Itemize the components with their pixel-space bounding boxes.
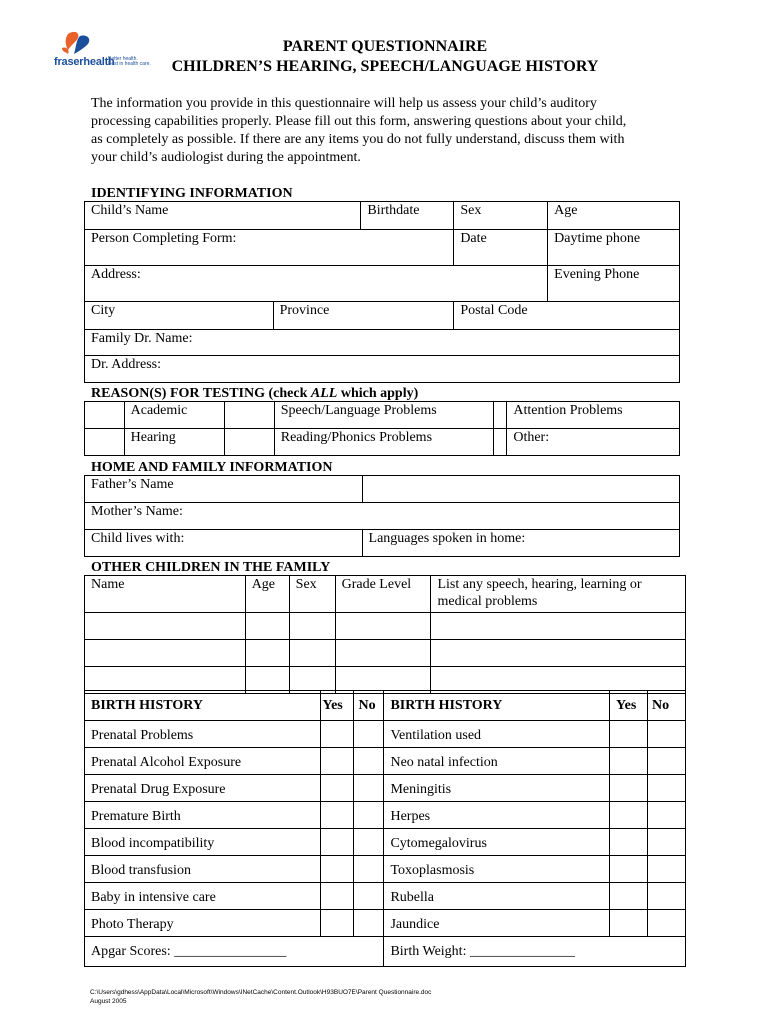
no-checkbox[interactable] [354, 883, 384, 910]
birthdate-field[interactable]: Birthdate [361, 202, 454, 230]
fathers-name-field[interactable] [362, 476, 679, 503]
intro-paragraph: The information you provide in this questionnaire will help us assess your child’s auditory processing capabilities properly. Please fill out this form, answering questions about your child, as completely as possible. If there are any items you do not fully understand, discuss them with your child’s audiologist during the appointment. [91, 96, 627, 165]
no-checkbox[interactable] [648, 721, 686, 748]
home-heading: HOME AND FAMILY INFORMATION [91, 460, 333, 475]
yes-checkbox[interactable] [320, 748, 354, 775]
child-sex-cell[interactable] [289, 613, 335, 640]
reading-phonics-checkbox[interactable] [225, 429, 275, 456]
child-problems-cell[interactable] [431, 640, 686, 667]
table-row [85, 721, 686, 748]
province-field[interactable]: Province [273, 302, 454, 330]
birth-item-label: Baby in intensive care [85, 883, 321, 910]
dr-address-field[interactable]: Dr. Address: [85, 356, 680, 383]
yes-checkbox[interactable] [610, 775, 648, 802]
city-field[interactable]: City [85, 302, 274, 330]
no-column-header: No [354, 691, 384, 721]
date-field[interactable]: Date [454, 230, 548, 266]
yes-checkbox[interactable] [320, 829, 354, 856]
hearing-checkbox[interactable] [85, 429, 125, 456]
no-column-header: No [648, 691, 686, 721]
yes-checkbox[interactable] [610, 856, 648, 883]
no-checkbox[interactable] [354, 775, 384, 802]
page-subtitle: CHILDREN’S HEARING, SPEECH/LANGUAGE HISTORY [171, 58, 599, 75]
birth-item-label: Prenatal Drug Exposure [85, 775, 321, 802]
table-row [85, 613, 686, 640]
table-row [85, 640, 686, 667]
birth-history-heading-left: BIRTH HISTORY [85, 691, 321, 721]
birth-item-label: Meningitis [384, 775, 610, 802]
birth-item-label: Photo Therapy [85, 910, 321, 937]
childs-name-field[interactable]: Child’s Name [85, 202, 361, 230]
no-checkbox[interactable] [648, 775, 686, 802]
child-age-cell[interactable] [245, 613, 289, 640]
birth-item-label: Ventilation used [384, 721, 610, 748]
birth-item-label: Premature Birth [85, 802, 321, 829]
table-row [85, 829, 686, 856]
speech-language-checkbox[interactable] [225, 402, 275, 429]
page-title: PARENT QUESTIONNAIRE [282, 38, 488, 55]
yes-checkbox[interactable] [320, 910, 354, 937]
table-row [85, 802, 686, 829]
reading-phonics-label: Reading/Phonics Problems [274, 429, 494, 456]
yes-checkbox[interactable] [610, 883, 648, 910]
birth-item-label: Rubella [384, 883, 610, 910]
age-field[interactable]: Age [548, 202, 680, 230]
birth-item-label: Herpes [384, 802, 610, 829]
yes-checkbox[interactable] [320, 883, 354, 910]
table-row [85, 856, 686, 883]
yes-checkbox[interactable] [320, 775, 354, 802]
child-problems-cell[interactable] [431, 613, 686, 640]
no-checkbox[interactable] [648, 856, 686, 883]
footer-date: August 2005 [90, 998, 127, 1005]
mothers-name-field[interactable]: Mother’s Name: [85, 503, 680, 530]
grade-column-header: Grade Level [335, 576, 431, 613]
address-field[interactable]: Address: [85, 266, 548, 302]
logo-tagline: Better health. Best in health care. [108, 56, 151, 67]
yes-checkbox[interactable] [610, 748, 648, 775]
identifying-heading: IDENTIFYING INFORMATION [91, 186, 293, 201]
yes-checkbox[interactable] [320, 802, 354, 829]
no-checkbox[interactable] [648, 883, 686, 910]
family-dr-field[interactable]: Family Dr. Name: [85, 330, 680, 356]
birth-item-label: Jaundice [384, 910, 610, 937]
birth-item-label: Prenatal Problems [85, 721, 321, 748]
yes-checkbox[interactable] [610, 910, 648, 937]
attention-label: Attention Problems [507, 402, 680, 429]
yes-checkbox[interactable] [610, 721, 648, 748]
identifying-table [84, 201, 680, 383]
daytime-phone-field[interactable]: Daytime phone [548, 230, 680, 266]
other-children-heading: OTHER CHILDREN IN THE FAMILY [91, 560, 331, 575]
apgar-scores-field[interactable]: Apgar Scores: ________________ [85, 937, 384, 967]
academic-label: Academic [124, 402, 225, 429]
birth-item-label: Prenatal Alcohol Exposure [85, 748, 321, 775]
child-lives-with-field[interactable]: Child lives with: [85, 530, 363, 557]
child-name-cell[interactable] [85, 613, 246, 640]
no-checkbox[interactable] [354, 802, 384, 829]
birth-item-label: Blood transfusion [85, 856, 321, 883]
child-grade-cell[interactable] [335, 640, 431, 667]
yes-checkbox[interactable] [610, 829, 648, 856]
other-checkbox[interactable] [494, 429, 507, 456]
hearing-label: Hearing [124, 429, 225, 456]
no-checkbox[interactable] [648, 802, 686, 829]
no-checkbox[interactable] [648, 748, 686, 775]
fathers-name-label: Father’s Name [85, 476, 363, 503]
reasons-heading: REASON(S) FOR TESTING (check ALL which apply) [91, 386, 419, 401]
home-table [84, 475, 680, 557]
age-column-header: Age [245, 576, 289, 613]
logo-wordmark: fraserhealth [54, 56, 115, 68]
other-children-table [84, 575, 686, 694]
yes-column-header: Yes [320, 691, 354, 721]
footer [90, 988, 431, 1006]
attention-checkbox[interactable] [494, 402, 507, 429]
birth-weight-field[interactable]: Birth Weight: _______________ [384, 937, 686, 967]
yes-checkbox[interactable] [610, 802, 648, 829]
birth-item-label: Cytomegalovirus [384, 829, 610, 856]
child-sex-cell[interactable] [289, 640, 335, 667]
no-checkbox[interactable] [354, 856, 384, 883]
table-row [85, 910, 686, 937]
no-checkbox[interactable] [354, 748, 384, 775]
child-age-cell[interactable] [245, 640, 289, 667]
no-checkbox[interactable] [354, 829, 384, 856]
no-checkbox[interactable] [648, 910, 686, 937]
postal-code-field[interactable]: Postal Code [454, 302, 680, 330]
other-field[interactable]: Other: [507, 429, 680, 456]
table-row [85, 748, 686, 775]
table-row [85, 937, 686, 967]
yes-checkbox[interactable] [320, 856, 354, 883]
sex-field[interactable]: Sex [454, 202, 548, 230]
birth-item-label: Neo natal infection [384, 748, 610, 775]
yes-column-header: Yes [610, 691, 648, 721]
birth-item-label: Toxoplasmosis [384, 856, 610, 883]
yes-checkbox[interactable] [320, 721, 354, 748]
sex-column-header: Sex [289, 576, 335, 613]
birth-item-label: Blood incompatibility [85, 829, 321, 856]
speech-language-label: Speech/Language Problems [274, 402, 494, 429]
birth-history-table [84, 690, 686, 967]
child-name-cell[interactable] [85, 640, 246, 667]
academic-checkbox[interactable] [85, 402, 125, 429]
person-completing-field[interactable]: Person Completing Form: [85, 230, 454, 266]
evening-phone-field[interactable]: Evening Phone [548, 266, 680, 302]
no-checkbox[interactable] [648, 829, 686, 856]
footer-path: C:\Users\gdhess\AppData\Local\Microsoft\Windows\INetCache\Content.Outlook\H93BUO7E\Parent Questionnaire.doc [90, 989, 432, 996]
name-column-header: Name [85, 576, 246, 613]
birth-history-heading-right: BIRTH HISTORY [384, 691, 610, 721]
no-checkbox[interactable] [354, 721, 384, 748]
child-grade-cell[interactable] [335, 613, 431, 640]
table-row [85, 775, 686, 802]
problems-column-header: List any speech, hearing, learning or medical problems [431, 576, 686, 613]
no-checkbox[interactable] [354, 910, 384, 937]
table-row [85, 883, 686, 910]
languages-field[interactable]: Languages spoken in home: [362, 530, 679, 557]
reasons-table [84, 401, 680, 456]
